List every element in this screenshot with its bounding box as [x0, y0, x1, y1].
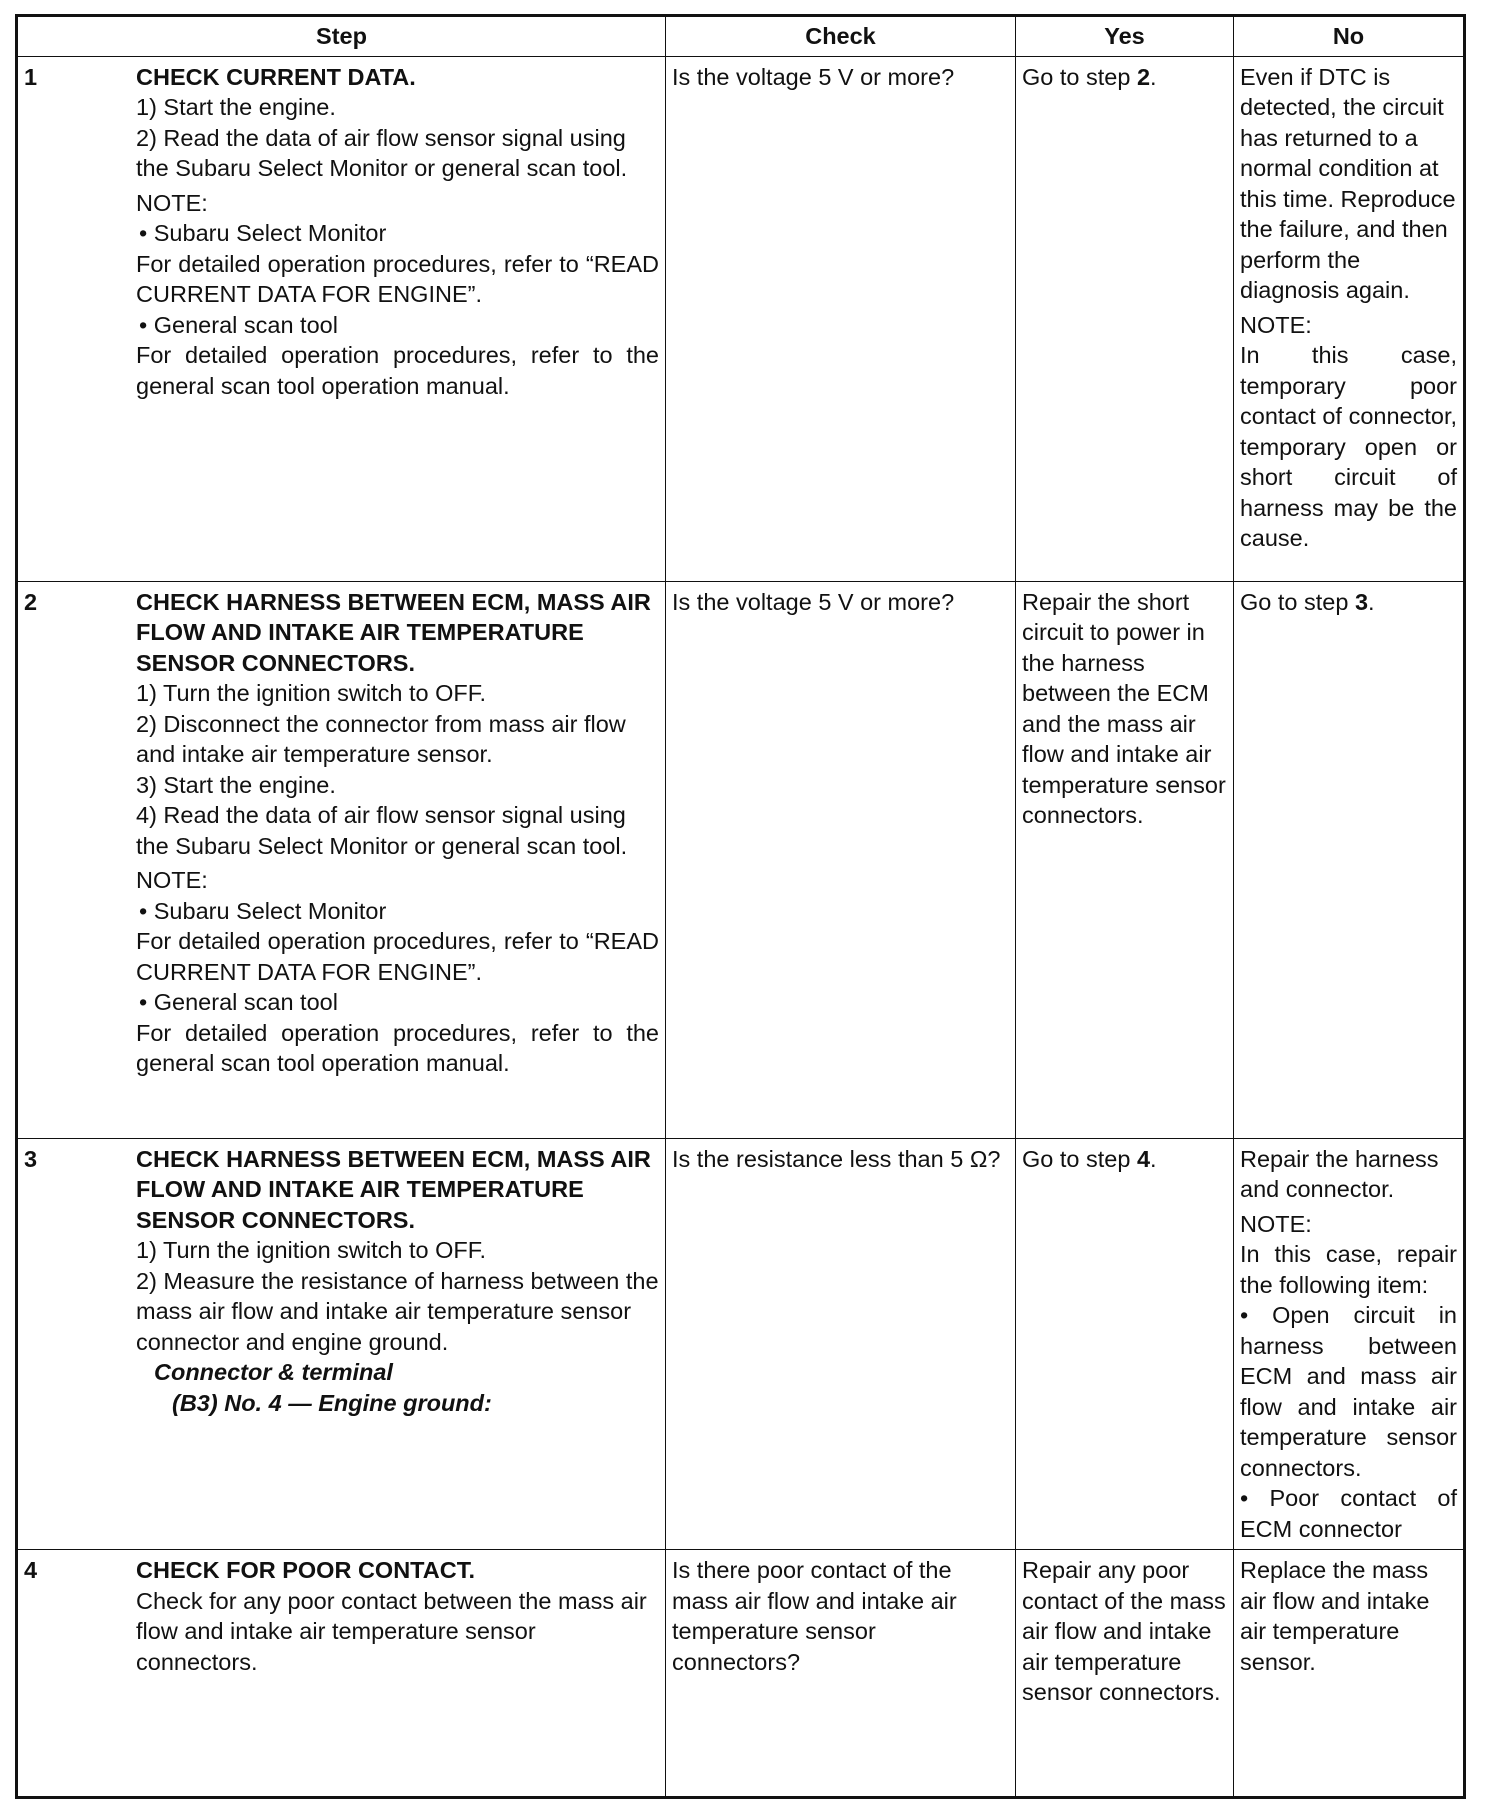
no-cell: Replace the mass air flow and intake air temperature sensor. [1234, 1550, 1465, 1798]
header-check: Check [666, 16, 1016, 57]
step-bullet: • General scan tool [139, 311, 338, 338]
step-line: For detailed operation procedures, refer to “READ CURRENT DATA FOR ENGINE”. [136, 250, 659, 307]
step-cell [17, 56, 666, 581]
step-cell [17, 581, 666, 1138]
step-line: 1) Turn the ignition switch to OFF. [136, 1237, 487, 1263]
step-line: 4) Read the data of air flow sensor signal using the Subaru Select Monitor or general scan tool. [136, 802, 628, 859]
no-text: Repair the harness and connector. [1240, 1145, 1439, 1202]
no-note-label: NOTE: [1240, 311, 1312, 338]
step-number: 4 [24, 1557, 38, 1583]
step-bullet: • General scan tool [139, 989, 338, 1015]
connector-label: Connector & terminal [154, 1359, 393, 1385]
step-line: 1) Turn the ignition switch to OFF. [136, 680, 487, 706]
connector-value: (B3) No. 4 — Engine ground: [172, 1389, 492, 1416]
check-cell: Is the voltage 5 V or more? [666, 581, 1016, 1138]
yes-cell: Repair any poor contact of the mass air flow and intake air temperature sensor connectors. [1016, 1550, 1234, 1798]
diagnostic-table [15, 14, 1466, 1799]
step-number: 2 [24, 588, 38, 615]
step-line: For detailed operation procedures, refer to the general scan tool operation manual. [136, 1019, 659, 1076]
step-title: CHECK FOR POOR CONTACT. [136, 1557, 476, 1583]
yes-cell: Repair the short circuit to power in the harness between the ECM and the mass air flow and intake air temperature sensor connectors. [1016, 581, 1234, 1138]
step-note-label: NOTE: [136, 189, 208, 216]
header-step: Step [17, 16, 666, 57]
table-row [17, 1138, 1465, 1550]
step-line: 3) Start the engine. [136, 771, 336, 798]
no-note-text: In this case, repair the following item: [1240, 1241, 1457, 1298]
step-cell [17, 1550, 666, 1798]
yes-step-ref: 4 [1136, 1145, 1151, 1172]
yes-text: Go to step [1022, 1145, 1137, 1172]
step-cell [17, 1138, 666, 1550]
no-text: Go to step [1240, 588, 1355, 615]
table-row [17, 581, 1465, 1138]
no-suffix: . [1368, 588, 1375, 615]
step-title: CHECK CURRENT DATA. [136, 63, 416, 90]
yes-cell [1016, 1138, 1234, 1550]
step-line: 2) Disconnect the connector from mass air flow and intake air temperature sensor. [136, 710, 626, 767]
step-bullet: • Subaru Select Monitor [139, 220, 387, 246]
step-title: CHECK HARNESS BETWEEN ECM, MASS AIR FLOW AND INTAKE AIR TEMPERATURE SENSOR CONNECTORS. [136, 1145, 651, 1233]
header-yes: Yes [1016, 16, 1234, 57]
table-row [17, 1550, 1465, 1798]
no-cell [1234, 56, 1465, 581]
yes-text: Go to step [1022, 63, 1137, 90]
yes-suffix: . [1150, 63, 1157, 90]
step-line: 2) Read the data of air flow sensor signal using the Subaru Select Monitor or general scan tool. [136, 124, 628, 181]
diagnostic-page [15, 14, 1463, 1799]
no-item: • Open circuit in harness between ECM and mass air flow and intake air temperature sensor connectors. [1240, 1302, 1457, 1481]
step-line: Check for any poor contact between the mass air flow and intake air temperature sensor connectors. [136, 1587, 647, 1675]
no-text: Even if DTC is detected, the circuit has returned to a normal condition at this time. Reproduce the failure, and then perform the diagnosis again. [1240, 63, 1456, 303]
no-item: • Poor contact of ECM connector [1240, 1485, 1457, 1542]
no-cell [1234, 1138, 1465, 1550]
step-title: CHECK HARNESS BETWEEN ECM, MASS AIR FLOW AND INTAKE AIR TEMPERATURE SENSOR CONNECTORS. [136, 588, 651, 676]
step-number: 3 [24, 1145, 38, 1172]
step-bullet: • Subaru Select Monitor [139, 897, 387, 924]
step-number: 1 [24, 63, 38, 90]
step-line: 1) Start the engine. [136, 94, 336, 120]
check-cell: Is the voltage 5 V or more? [666, 56, 1016, 581]
check-cell: Is the resistance less than 5 Ω? [666, 1138, 1016, 1550]
table-row [17, 56, 1465, 581]
yes-step-ref: 2 [1136, 63, 1151, 90]
yes-suffix: . [1150, 1145, 1157, 1172]
check-cell: Is there poor contact of the mass air flow and intake air temperature sensor connectors? [666, 1550, 1016, 1798]
yes-cell [1016, 56, 1234, 581]
step-line: For detailed operation procedures, refer to the general scan tool operation manual. [136, 342, 659, 399]
no-note-label: NOTE: [1240, 1210, 1312, 1237]
no-cell [1234, 581, 1465, 1138]
no-step-ref: 3 [1354, 588, 1369, 615]
header-no: No [1234, 16, 1465, 57]
table-header-row [17, 16, 1465, 57]
step-line: 2) Measure the resistance of harness between the mass air flow and intake air temperature sensor connector and engine ground. [136, 1267, 659, 1355]
step-line: For detailed operation procedures, refer to “READ CURRENT DATA FOR ENGINE”. [136, 928, 659, 985]
step-note-label: NOTE: [136, 867, 208, 893]
no-note-text: In this case, temporary poor contact of connector, temporary open or short circuit of harness may be the cause. [1240, 342, 1457, 551]
